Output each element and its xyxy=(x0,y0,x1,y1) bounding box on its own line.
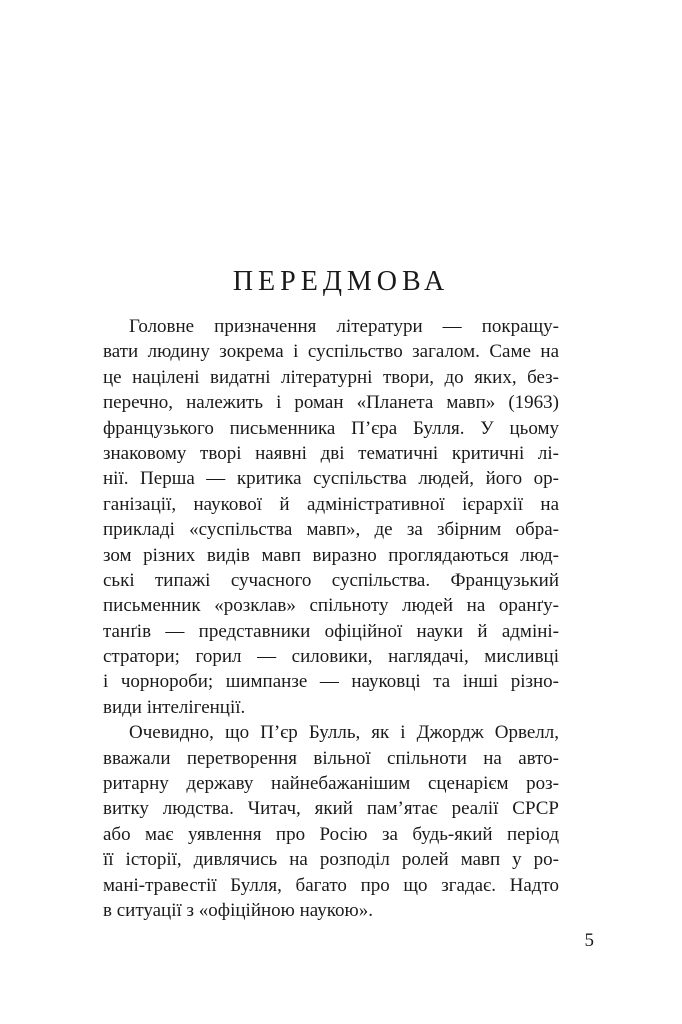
paragraph-1 xyxy=(103,314,559,720)
page-number: 5 xyxy=(584,930,594,951)
text-line: письменник «розклав» спільноту людей на оранґу- xyxy=(103,595,559,617)
text-line: зом різних видів мавп виразно проглядаються люд- xyxy=(103,544,559,566)
text-line: прикладі «суспільства мавп», де за збірним обра- xyxy=(103,519,559,541)
text-line: Головне призначення літератури — покращу- xyxy=(129,316,559,337)
text-line: ганізації, наукової й адміністративної ієрархії на xyxy=(103,493,559,515)
text-line: вважали перетворення вільної спільноти на авто- xyxy=(103,747,559,769)
text-line: стратори; горил — силовики, наглядачі, мисливці xyxy=(103,646,559,668)
text-line: нії. Перша — критика суспільства людей, його ор- xyxy=(103,468,559,490)
body-text xyxy=(103,314,559,923)
paragraph-2 xyxy=(103,720,559,923)
text-line: французького письменника П’єра Булля. У цьому xyxy=(103,417,559,439)
text-line: її історії, дивлячись на розподіл ролей мавп у ро- xyxy=(103,849,559,871)
text-line: ські типажі сучасного суспільства. Французький xyxy=(103,569,559,591)
page-title: ПЕРЕДМОВА xyxy=(232,266,450,297)
text-line: і чорнороби; шимпанзе — науковці та інші різно- xyxy=(103,671,559,693)
text-line: перечно, належить і роман «Планета мавп» (1963) xyxy=(103,392,559,414)
text-line: витку людства. Читач, який пам’ятає реалії СРСР xyxy=(103,798,559,820)
text-line: види інтелігенції. xyxy=(103,696,246,718)
text-line: в ситуації з «офіційною наукою». xyxy=(103,899,373,921)
text-line: мані-травестії Булля, багато про що згадає. Надто xyxy=(103,874,559,896)
text-line: це націлені видатні літературні твори, до яких, без- xyxy=(103,366,559,388)
text-line: танґів — представники офіційної науки й адміні- xyxy=(103,620,559,642)
text-line: вати людину зокрема і суспільство загалом. Саме на xyxy=(103,341,559,363)
text-line: ритарну державу найнебажанішим сценарієм роз- xyxy=(103,773,559,795)
text-line: Очевидно, що П’єр Булль, як і Джордж Орвелл, xyxy=(129,722,559,744)
text-line: або має уявлення про Росію за будь-який період xyxy=(103,823,559,845)
text-line: знаковому творі наявні дві тематичні критичні лі- xyxy=(103,442,559,464)
